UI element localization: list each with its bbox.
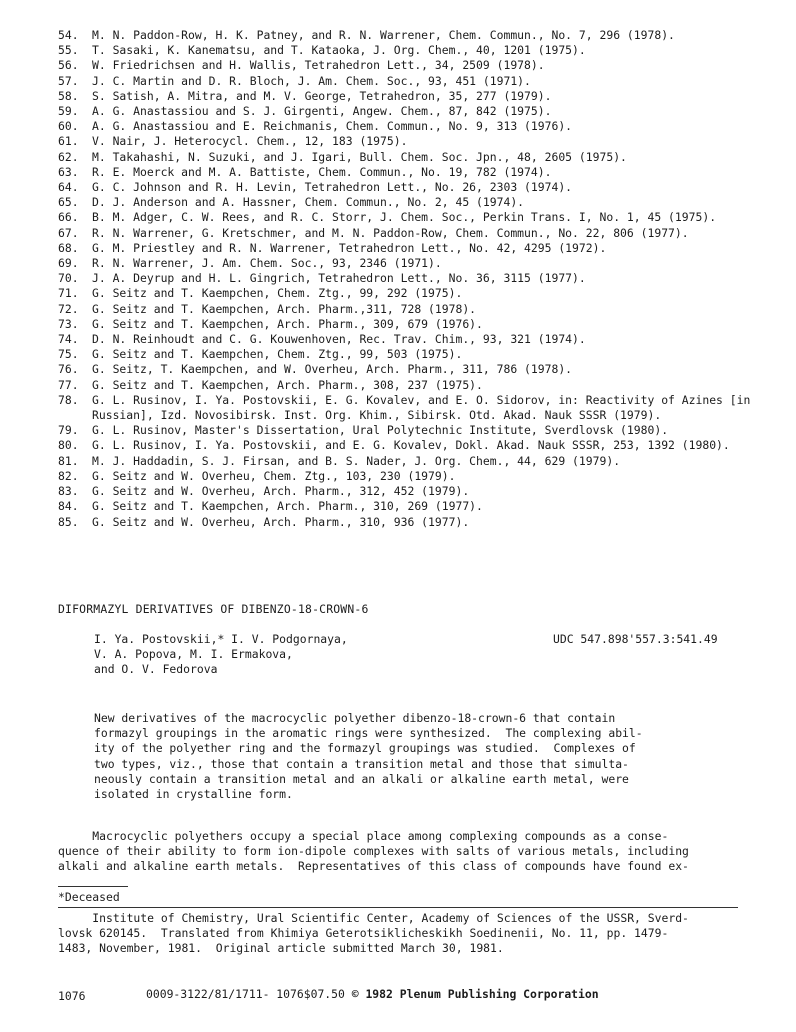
reference-item bbox=[58, 58, 758, 73]
reference-text: G. Seitz and W. Overheu, Arch. Pharm., 310, 936 (1977). bbox=[92, 514, 470, 529]
reference-text: G. Seitz and T. Kaempchen, Arch. Pharm., 308, 237 (1975). bbox=[92, 377, 483, 392]
reference-text: G. M. Priestley and R. N. Warrener, Tetrahedron Lett., No. 42, 4295 (1972). bbox=[92, 240, 607, 255]
reference-number: 81. bbox=[58, 453, 79, 468]
abstract-line: New derivatives of the macrocyclic polyether dibenzo-18-crown-6 that contain bbox=[94, 711, 616, 725]
page-number: 1076 bbox=[58, 989, 86, 1003]
reference-text: G. Seitz and W. Overheu, Chem. Ztg., 103, 230 (1979). bbox=[92, 468, 456, 483]
footnote-divider bbox=[58, 886, 128, 887]
reference-text: M. N. Paddon-Row, H. K. Patney, and R. N. Warrener, Chem. Commun., No. 7, 296 (1978). bbox=[92, 28, 675, 42]
abstract-line: isolated in crystalline form. bbox=[94, 786, 293, 801]
reference-number: 70. bbox=[58, 271, 79, 286]
reference-number: 54. bbox=[58, 28, 79, 42]
article-title: DIFORMAZYL DERIVATIVES OF DIBENZO-18-CROWN-6 bbox=[58, 602, 369, 616]
reference-text: A. G. Anastassiou and S. J. Girgenti, Angew. Chem., 87, 842 (1975). bbox=[92, 104, 552, 119]
reference-item bbox=[58, 74, 758, 89]
reference-text: T. Sasaki, K. Kanematsu, and T. Kataoka, J. Org. Chem., 40, 1201 (1975). bbox=[92, 43, 586, 58]
code-line: 0009-3122/81/1711- 1076$07.50 bbox=[146, 987, 345, 1001]
reference-number: 66. bbox=[58, 210, 79, 225]
reference-list bbox=[58, 28, 758, 530]
reference-text: J. C. Martin and D. R. Bloch, J. Am. Chem. Soc., 93, 451 (1971). bbox=[92, 73, 531, 88]
reference-number: 79. bbox=[58, 423, 79, 438]
body-paragraph bbox=[58, 829, 748, 875]
reference-item bbox=[58, 286, 758, 301]
reference-text: G. L. Rusinov, I. Ya. Postovskii, and E. G. Kovalev, Dokl. Akad. Nauk SSSR, 253, 1392 (1980). bbox=[92, 438, 730, 453]
reference-number: 61. bbox=[58, 134, 79, 149]
reference-number: 62. bbox=[58, 149, 79, 164]
reference-text: G. Seitz and T. Kaempchen, Chem. Ztg., 99, 292 (1975). bbox=[92, 286, 463, 301]
reference-number: 82. bbox=[58, 468, 79, 483]
reference-number: 67. bbox=[58, 225, 79, 240]
reference-text: R. N. Warrener, G. Kretschmer, and M. N. Paddon-Row, Chem. Commun., No. 22, 806 (1977). bbox=[92, 225, 689, 240]
reference-item bbox=[58, 317, 758, 332]
reference-item bbox=[58, 180, 758, 195]
affiliation-line: Institute of Chemistry, Ural Scientific Center, Academy of Sciences of the USSR, Sverd- bbox=[58, 911, 689, 925]
reference-number: 83. bbox=[58, 484, 79, 499]
reference-text: W. Friedrichsen and H. Wallis, Tetrahedron Lett., 34, 2509 (1978). bbox=[92, 58, 545, 73]
reference-text: B. M. Adger, C. W. Rees, and R. C. Storr, J. Chem. Soc., Perkin Trans. I, No. 1, 45 (1975). bbox=[92, 210, 717, 225]
author-line: and O. V. Fedorova bbox=[94, 662, 218, 677]
reference-text: V. Nair, J. Heterocycl. Chem., 12, 183 (1975). bbox=[92, 134, 408, 149]
reference-item bbox=[58, 454, 758, 469]
reference-number: 68. bbox=[58, 240, 79, 255]
reference-number: 59. bbox=[58, 104, 79, 119]
reference-item bbox=[58, 119, 758, 134]
reference-item bbox=[58, 438, 758, 453]
reference-number: 64. bbox=[58, 180, 79, 195]
reference-text: M. J. Haddadin, S. J. Firsan, and B. S. Nader, J. Org. Chem., 44, 629 (1979). bbox=[92, 453, 621, 468]
udc-code: UDC 547.898'557.3:541.49 bbox=[553, 632, 718, 646]
reference-item bbox=[58, 469, 758, 484]
body-line: quence of their ability to form ion-dipole complexes with salts of various metals, including bbox=[58, 844, 689, 859]
reference-text: M. Takahashi, N. Suzuki, and J. Igari, Bull. Chem. Soc. Jpn., 48, 2605 (1975). bbox=[92, 149, 627, 164]
reference-text: G. Seitz and W. Overheu, Arch. Pharm., 312, 452 (1979). bbox=[92, 484, 470, 499]
reference-text: D. N. Reinhoudt and C. G. Kouwenhoven, Rec. Trav. Chim., 93, 321 (1974). bbox=[92, 332, 586, 347]
reference-item bbox=[58, 134, 758, 149]
reference-number: 84. bbox=[58, 499, 79, 514]
reference-number: 85. bbox=[58, 514, 79, 529]
reference-item bbox=[58, 347, 758, 362]
reference-item bbox=[58, 378, 758, 393]
reference-item bbox=[58, 332, 758, 347]
reference-text: G. C. Johnson and R. H. Levin, Tetrahedron Lett., No. 26, 2303 (1974). bbox=[92, 180, 573, 195]
reference-text: G. L. Rusinov, Master's Dissertation, Ural Polytechnic Institute, Sverdlovsk (1980). bbox=[92, 423, 669, 438]
reference-number: 73. bbox=[58, 316, 79, 331]
author-line: V. A. Popova, M. I. Ermakova, bbox=[94, 647, 293, 662]
reference-item bbox=[58, 362, 758, 377]
footnote: *Deceased bbox=[58, 890, 120, 904]
author-line: I. Ya. Postovskii,* I. V. Podgornaya, bbox=[94, 632, 348, 646]
reference-number: 57. bbox=[58, 73, 79, 88]
reference-item bbox=[58, 43, 758, 58]
reference-number: 77. bbox=[58, 377, 79, 392]
reference-number: 76. bbox=[58, 362, 79, 377]
reference-text: A. G. Anastassiou and E. Reichmanis, Chem. Commun., No. 9, 313 (1976). bbox=[92, 119, 573, 134]
reference-number: 74. bbox=[58, 332, 79, 347]
reference-item bbox=[58, 515, 758, 530]
footnote-divider-2 bbox=[58, 907, 738, 908]
reference-number: 56. bbox=[58, 58, 79, 73]
reference-text: G. L. Rusinov, I. Ya. Postovskii, E. G. Kovalev, and E. O. Sidorov, in: Reactivity of Azines [in Russian], Izd. Novosibirsk. Inst. Org. Khim., Sibirsk. Otd. Akad. Nauk SSSR (1979). bbox=[92, 392, 751, 423]
affiliation-line: 1483, November, 1981. Original article submitted March 30, 1981. bbox=[58, 941, 504, 956]
reference-item bbox=[58, 226, 758, 241]
reference-item bbox=[58, 89, 758, 104]
reference-number: 80. bbox=[58, 438, 79, 453]
reference-number: 78. bbox=[58, 392, 79, 407]
reference-text: G. Seitz, T. Kaempchen, and W. Overheu, Arch. Pharm., 311, 786 (1978). bbox=[92, 362, 573, 377]
abstract-line: ity of the polyether ring and the formazyl groupings was studied. Complexes of bbox=[94, 741, 636, 756]
reference-text: S. Satish, A. Mitra, and M. V. George, Tetrahedron, 35, 277 (1979). bbox=[92, 88, 552, 103]
reference-number: 55. bbox=[58, 43, 79, 58]
reference-item bbox=[58, 499, 758, 514]
reference-number: 60. bbox=[58, 119, 79, 134]
body-line: alkali and alkaline earth metals. Representatives of this class of compounds have found ex- bbox=[58, 859, 689, 874]
abstract-line: two types, viz., those that contain a transition metal and those that simulta- bbox=[94, 756, 629, 771]
reference-number: 63. bbox=[58, 164, 79, 179]
reference-text: G. Seitz and T. Kaempchen, Arch. Pharm.,311, 728 (1978). bbox=[92, 301, 477, 316]
reference-number: 75. bbox=[58, 347, 79, 362]
reference-item bbox=[58, 28, 758, 43]
reference-text: G. Seitz and T. Kaempchen, Arch. Pharm., 309, 679 (1976). bbox=[92, 316, 483, 331]
abstract bbox=[94, 711, 694, 802]
reference-text: J. A. Deyrup and H. L. Gingrich, Tetrahedron Lett., No. 36, 3115 (1977). bbox=[92, 271, 586, 286]
reference-item bbox=[58, 423, 758, 438]
reference-item bbox=[58, 210, 758, 225]
abstract-line: neously contain a transition metal and an alkali or alkaline earth metal, were bbox=[94, 771, 629, 786]
abstract-line: formazyl groupings in the aromatic rings were synthesized. The complexing abil- bbox=[94, 726, 643, 741]
affiliation-line: lovsk 620145. Translated from Khimiya Geterotsiklicheskikh Soedinenii, No. 11, pp. 1479- bbox=[58, 926, 669, 941]
reference-number: 72. bbox=[58, 301, 79, 316]
reference-text: G. Seitz and T. Kaempchen, Chem. Ztg., 99, 503 (1975). bbox=[92, 347, 463, 362]
reference-item bbox=[58, 393, 758, 423]
reference-number: 71. bbox=[58, 286, 79, 301]
reference-item bbox=[58, 302, 758, 317]
reference-number: 58. bbox=[58, 88, 79, 103]
author-block bbox=[94, 632, 348, 678]
reference-item bbox=[58, 271, 758, 286]
reference-item bbox=[58, 165, 758, 180]
reference-text: G. Seitz and T. Kaempchen, Arch. Pharm., 310, 269 (1977). bbox=[92, 499, 483, 514]
reference-item bbox=[58, 484, 758, 499]
reference-text: R. E. Moerck and M. A. Battiste, Chem. Commun., No. 19, 782 (1974). bbox=[92, 164, 552, 179]
reference-item bbox=[58, 104, 758, 119]
publisher: © 1982 Plenum Publishing Corporation bbox=[351, 987, 599, 1001]
reference-number: 65. bbox=[58, 195, 79, 210]
publication-info bbox=[146, 987, 599, 1002]
reference-number: 69. bbox=[58, 256, 79, 271]
reference-item bbox=[58, 241, 758, 256]
body-line: Macrocyclic polyethers occupy a special place among complexing compounds as a conse- bbox=[58, 829, 669, 843]
reference-text: D. J. Anderson and A. Hassner, Chem. Commun., No. 2, 45 (1974). bbox=[92, 195, 525, 210]
reference-item bbox=[58, 256, 758, 271]
reference-text: R. N. Warrener, J. Am. Chem. Soc., 93, 2346 (1971). bbox=[92, 256, 442, 271]
affiliation-note bbox=[58, 911, 748, 957]
reference-item bbox=[58, 195, 758, 210]
reference-item bbox=[58, 150, 758, 165]
